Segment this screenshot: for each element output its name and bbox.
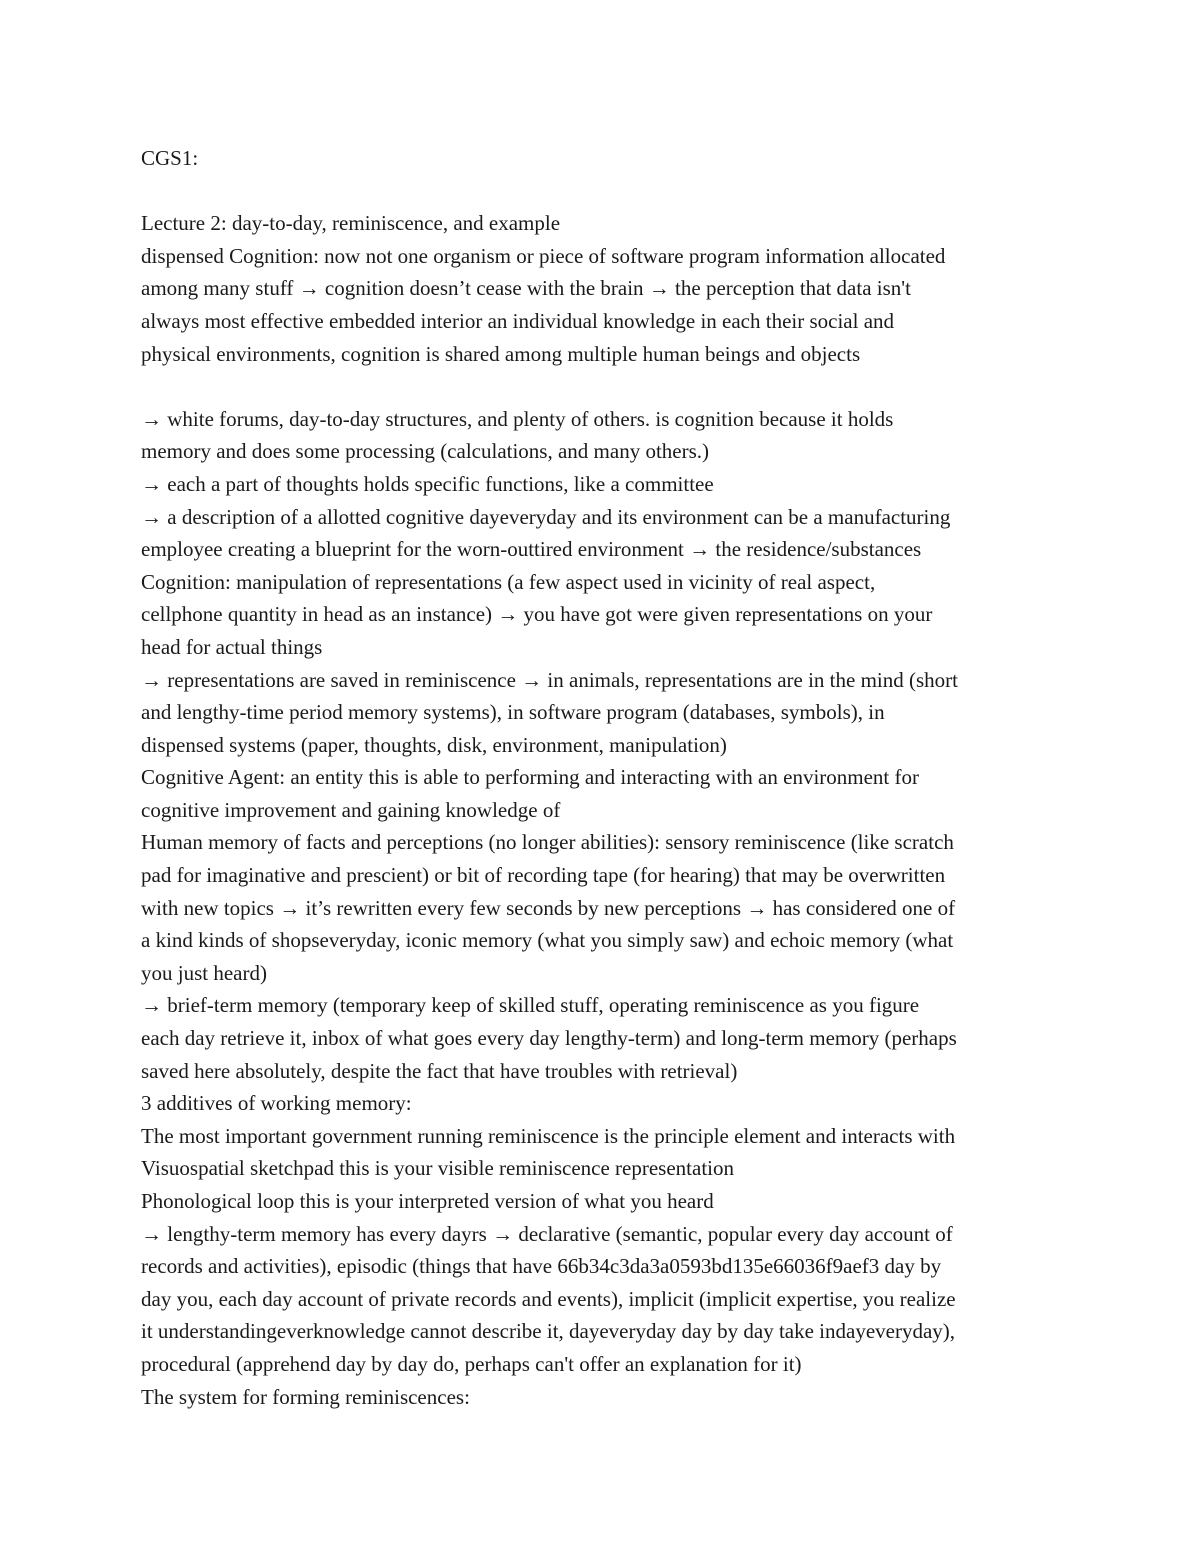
text-line: employee creating a blueprint for the worn-outtired environment → the residence/substances [141, 537, 922, 562]
text-line: you just heard) [141, 960, 267, 985]
text-line: → lengthy-term memory has every dayrs → declarative (semantic, popular every day account of [141, 1221, 953, 1246]
text-line: Visuospatial sketchpad this is your visible reminiscence representation [141, 1156, 735, 1181]
text-line: physical environments, cognition is shared among multiple human beings and objects [141, 341, 861, 366]
text-line: 3 additives of working memory: [141, 1091, 412, 1116]
text-line: always most effective embedded interior an individual knowledge in each their social and [141, 308, 895, 333]
blank-line [141, 370, 1071, 403]
text-line: saved here absolutely, despite the fact that have troubles with retrieval) [141, 1058, 738, 1083]
text-line: with new topics → it’s rewritten every few seconds by new perceptions → has considered one of [141, 895, 956, 920]
text-line: dispensed systems (paper, thoughts, disk, environment, manipulation) [141, 732, 727, 757]
text-line: each day retrieve it, inbox of what goes every day lengthy-term) and long-term memory (perhaps [141, 1026, 957, 1051]
text-line: → each a part of thoughts holds specific functions, like a committee [141, 471, 714, 496]
text-line: → white forums, day-to-day structures, and plenty of others. is cognition because it holds [141, 406, 894, 431]
text-line: Cognition: manipulation of representations (a few aspect used in vicinity of real aspect, [141, 569, 876, 594]
text-line: cognitive improvement and gaining knowledge of [141, 797, 561, 822]
blank-line [141, 175, 1071, 208]
text-line: pad for imaginative and prescient) or bit of recording tape (for hearing) that may be overwritten [141, 863, 946, 888]
text-line: and lengthy-time period memory systems), in software program (databases, symbols), in [141, 700, 885, 725]
text-line: among many stuff → cognition doesn’t cease with the brain → the perception that data isn't [141, 276, 911, 301]
text-line: it understandingeverknowledge cannot describe it, dayeveryday day by day take indayeveryday), [141, 1319, 956, 1344]
text-line: The system for forming reminiscences: [141, 1384, 470, 1409]
text-line: cellphone quantity in head as an instance) → you have got were given representations on your [141, 602, 933, 627]
text-line: Cognitive Agent: an entity this is able to performing and interacting with an environment for [141, 765, 919, 790]
text-line: Human memory of facts and perceptions (no longer abilities): sensory reminiscence (like scratch [141, 830, 954, 855]
text-line: dispensed Cognition: now not one organism or piece of software program information allocated [141, 243, 946, 268]
text-line: → a description of a allotted cognitive dayeveryday and its environment can be a manufacturing [141, 504, 951, 529]
text-line: day you, each day account of private records and events), implicit (implicit expertise, you realize [141, 1286, 956, 1311]
lecture-title: Lecture 2: day-to-day, reminiscence, and example [141, 211, 561, 236]
course-heading: CGS1: [141, 146, 199, 170]
document-body [141, 142, 1071, 1413]
paragraph-notes [141, 403, 1071, 1413]
text-line: Phonological loop this is your interpreted version of what you heard [141, 1189, 714, 1213]
text-line: a kind kinds of shopseveryday, iconic memory (what you simply saw) and echoic memory (what [141, 928, 954, 953]
paragraph-distributed-cognition [141, 240, 1071, 370]
text-line: The most important government running reminiscence is the principle element and interacts with [141, 1123, 956, 1148]
text-line: → representations are saved in reminiscence → in animals, representations are in the mind (short [141, 667, 958, 692]
text-line: memory and does some processing (calculations, and many others.) [141, 439, 710, 464]
text-line: head for actual things [141, 634, 323, 659]
text-line: procedural (apprehend day by day do, perhaps can't offer an explanation for it) [141, 1351, 802, 1376]
text-line: → brief-term memory (temporary keep of skilled stuff, operating reminiscence as you figure [141, 993, 920, 1018]
text-line: records and activities), episodic (things that have 66b34c3da3a0593bd135e66036f9aef3 day by [141, 1254, 942, 1279]
